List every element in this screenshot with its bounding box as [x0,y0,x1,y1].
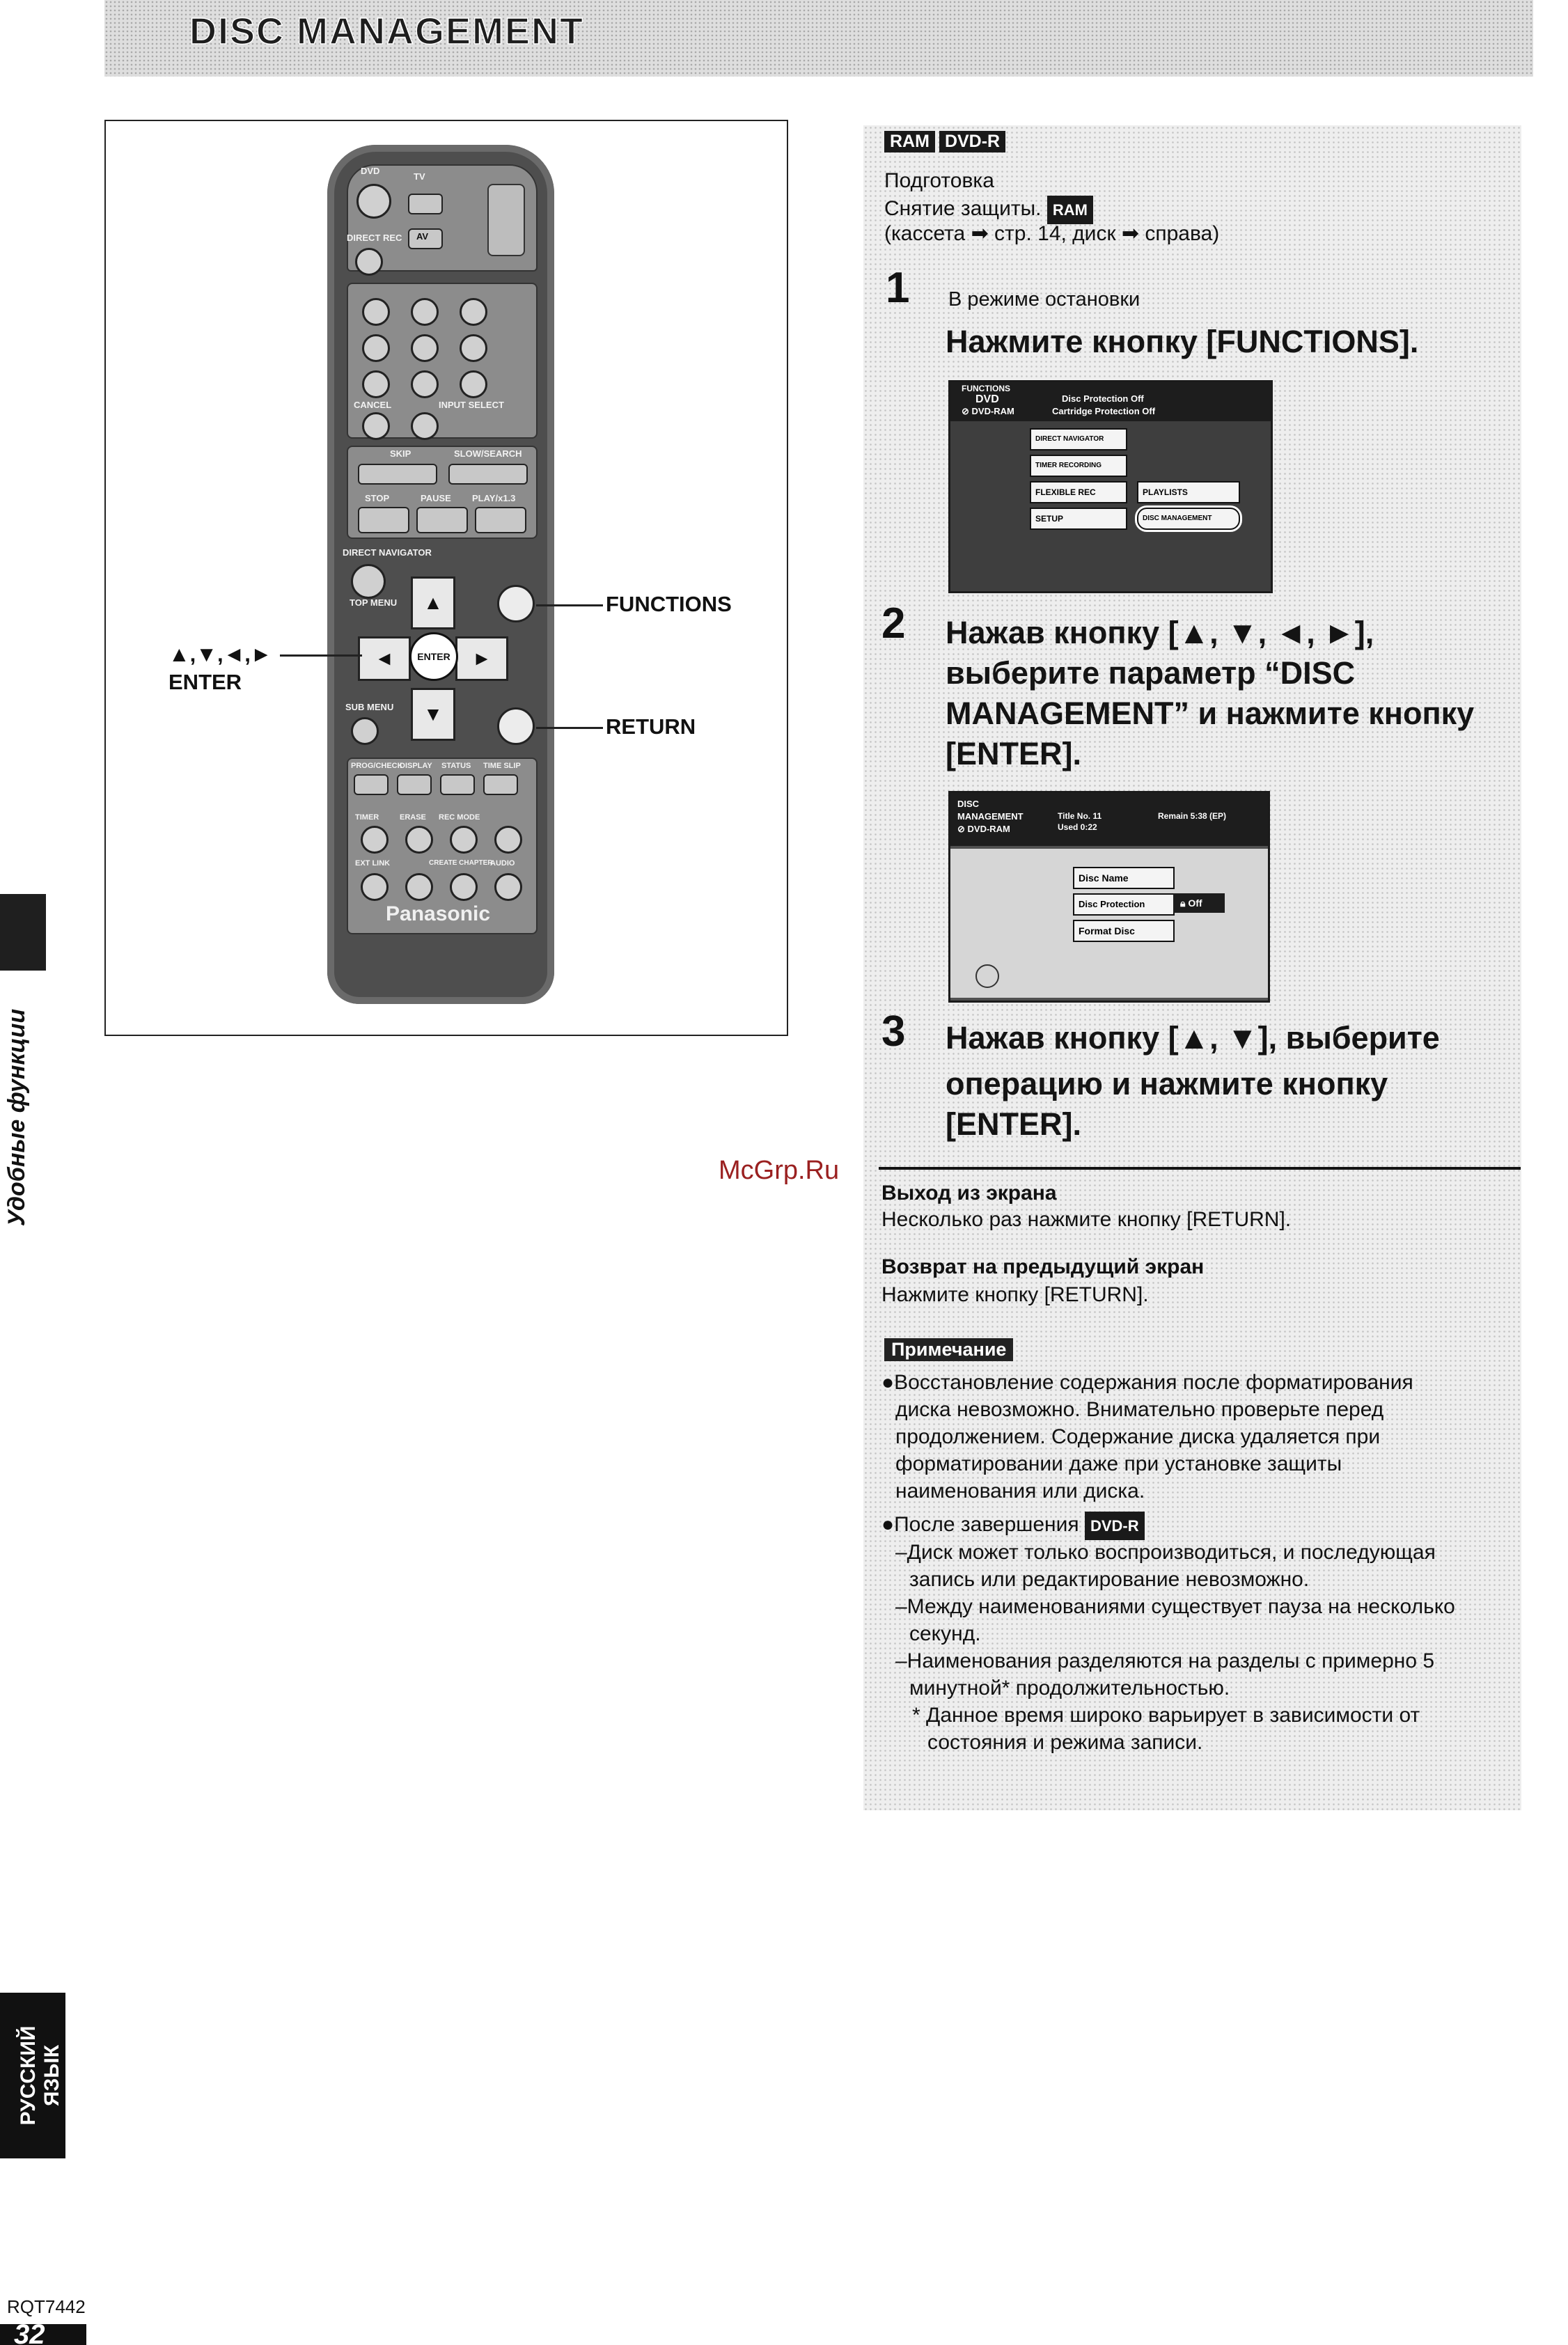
menu-item-timer-recording: TIMER RECORDING [1030,455,1127,477]
functions-key [497,585,535,622]
step-3-line-3: [ENTER]. [946,1106,1081,1142]
sub-menu-key [351,717,379,745]
step-2-heading [946,613,1474,774]
note-1-line-4: форматировании даже при установке защиты [895,1452,1342,1475]
screen2-title-number: Title No. 11 [1058,811,1102,821]
disc-management-screen [948,791,1270,1003]
remote-label-sub-menu: SUB MENU [345,702,394,712]
screen2-title-management: MANAGEMENT [957,811,1024,822]
note-1-line-3: продолжением. Содержание диска удаляется при [895,1425,1381,1448]
ext-link-key [361,873,389,901]
note-1-line-2: диска невозможно. Внимательно проверьте перед [895,1398,1384,1421]
lock-icon: 🔒︎ [1180,897,1189,909]
menu-item-playlists: PLAYLISTS [1137,481,1240,503]
remote-label-av: AV [416,231,429,242]
remote-key [408,194,443,214]
return-callout-line [536,727,603,729]
number-key-9 [460,370,487,398]
step-1-heading: Нажмите кнопку [FUNCTIONS]. [946,324,1419,359]
timer-key [361,826,389,854]
menu-item-disc-protection: Disc Protection [1073,893,1175,916]
number-key-3 [460,298,487,326]
screen1-title-dvd-ram: ⊘ DVD-RAM [962,406,1014,416]
screen1-title-dvd: DVD [975,393,999,405]
slow-search-key [448,464,528,485]
create-chapter-key [450,873,478,901]
rec-mode-key [450,826,478,854]
remote-label-audio: AUDIO [490,859,515,868]
screen1-status-disc: Disc Protection Off [1062,393,1144,404]
exit-screen-title: Выход из экрана [881,1182,1057,1205]
remote-label-cancel: CANCEL [354,400,392,410]
navigation-cursor-icon [975,964,999,988]
step-2-line-2: выберите параметр “DISC [946,655,1356,691]
remote-label-erase: ERASE [400,813,426,822]
erase-key [405,826,433,854]
page-number: 32 [0,2324,86,2345]
note-2c-line-1: –Наименования разделяются на разделы с примерно 5 [895,1649,1435,1672]
note-2d-line-2: состояния и режима записи. [927,1731,1203,1754]
model-code: RQT7442 [7,2296,86,2317]
screen2-title-dvd-ram: ⊘ DVD-RAM [957,824,1010,834]
right-arrow-icon: ► [455,636,508,681]
remote-label-play: PLAY/x1.3 [472,493,516,503]
screen2-used-time: Used 0:22 [1058,822,1097,832]
enter-key-label: ENTER [417,651,450,662]
step-3-line-2: операцию и нажмите кнопку [946,1066,1388,1101]
functions-menu-screen [948,380,1273,593]
preparation-text-1: Снятие защиты. [884,197,1042,220]
status-key [440,774,475,795]
step-3-heading [946,1018,1440,1145]
arrows-callout-label: ▲,▼,◄,► [168,642,272,666]
preparation-title: Подготовка [884,169,994,192]
menu-item-flexible-rec: FLEXIBLE REC [1030,481,1127,503]
note-badge: Примечание [884,1338,1013,1361]
number-key-6 [460,334,487,362]
menu-item-setup: SETUP [1030,508,1127,530]
menu-item-disc-management: DISC MANAGEMENT [1137,508,1240,530]
step-2-line-4: [ENTER]. [946,736,1081,771]
screen2-remaining-time: Remain 5:38 (EP) [1158,811,1227,821]
remote-label-direct-rec: DIRECT REC [347,233,402,243]
back-screen-text: Нажмите кнопку [RETURN]. [881,1283,1149,1306]
note-2-dvd-r-badge: DVD-R [1085,1512,1145,1540]
remote-label-skip: SKIP [390,448,411,459]
remote-label-status: STATUS [441,762,471,770]
number-key-1 [362,298,390,326]
power-icon [356,184,391,219]
note-2b-line-1: –Между наименованиями существует пауза на несколько [895,1595,1455,1618]
number-key-0 [411,412,439,440]
remote-label-timer: TIMER [355,813,379,822]
page-title: DISC MANAGEMENT [189,10,584,52]
exit-screen-text: Несколько раз нажмите кнопку [RETURN]. [881,1208,1292,1231]
disc-protection-value [1173,893,1225,913]
remote-label-direct-navigator: DIRECT NAVIGATOR [343,547,432,558]
screen1-status-cartridge: Cartridge Protection Off [1052,406,1156,416]
number-key-8 [411,370,439,398]
remote-brand-logo: Panasonic [386,902,491,925]
up-arrow-icon: ▲ [411,577,455,629]
ram-badge: RAM [884,131,935,152]
enter-key [409,632,458,681]
remote-label-ext-link: EXT LINK [355,859,391,868]
arrows-callout-line [280,654,362,657]
functions-callout-line [536,604,603,606]
remote-label-prog-check: PROG/CHECK [351,762,403,770]
prog-check-key [354,774,389,795]
note-2c-line-2: минутной* продолжительностью. [909,1677,1230,1700]
menu-item-disc-name: Disc Name [1073,867,1175,889]
remote-key [405,873,433,901]
note-2-subitems [895,1539,1455,1756]
screen2-title-disc: DISC [957,799,980,809]
section-divider [879,1167,1521,1170]
step-1-precondition: В режиме остановки [948,288,1140,311]
step-2-number: 2 [881,599,906,648]
rec-key [494,826,522,854]
remote-label-rec-mode: REC MODE [439,813,480,822]
step-1-number: 1 [886,264,910,312]
dvd-r-badge: DVD-R [939,131,1005,152]
number-key-2 [411,298,439,326]
record-icon [355,248,383,276]
disc-type-badges [884,131,1010,152]
cancel-key [362,412,390,440]
step-2-line-1: Нажав кнопку [▲, ▼, ◄, ►], [946,615,1374,650]
watermark: McGrp.Ru [719,1156,840,1185]
return-key [497,707,535,745]
menu-item-direct-navigator: DIRECT NAVIGATOR [1030,428,1127,450]
number-key-5 [411,334,439,362]
down-arrow-icon: ▼ [411,688,455,741]
left-arrow-icon: ◄ [358,636,411,681]
return-callout-label: RETURN [606,714,696,739]
pause-icon [416,507,468,533]
audio-key [494,873,522,901]
note-2a-line-2: запись или редактирование невозможно. [909,1568,1310,1591]
section-tab-marker [0,894,46,971]
note-2d-line-1: * Данное время широко варьирует в зависимости от [912,1704,1420,1727]
number-key-4 [362,334,390,362]
disc-protection-off-label: Off [1188,897,1202,909]
note-2b-line-2: секунд. [909,1622,981,1645]
section-side-label: Удобные функции [3,1008,30,1227]
step-3-number: 3 [881,1007,906,1056]
enter-callout-label: ENTER [168,670,242,694]
remote-label-display: DISPLAY [400,762,432,770]
note-1-line-5: наименования или диска. [895,1480,1145,1503]
remote-label-top-menu: TOP MENU [350,597,398,608]
note-item-2 [881,1511,1149,1540]
step-3-line-1: Нажав кнопку [▲, ▼], выберите [946,1020,1440,1056]
preparation-line-2: (кассета ➡ стр. 14, диск ➡ справа) [884,222,1220,245]
functions-callout-label: FUNCTIONS [606,592,732,616]
note-2a-line-1: –Диск может только воспроизводиться, и последующая [895,1541,1436,1564]
note-1-line-1: ●Восстановление содержания после форматирования [881,1371,1413,1394]
remote-label-pause: PAUSE [421,493,451,503]
preparation-ram-badge: RAM [1047,196,1093,224]
play-icon [475,507,526,533]
display-key [397,774,432,795]
remote-control-illustration [327,145,554,1004]
remote-label-tv: TV [414,171,425,182]
back-screen-title: Возврат на предыдущий экран [881,1255,1205,1278]
menu-item-format-disc: Format Disc [1073,920,1175,942]
remote-label-create-chapter: CREATE CHAPTER [429,859,493,867]
note-label [884,1338,1013,1361]
volume-rocker [487,184,525,256]
remote-label-input-select: INPUT SELECT [439,400,504,410]
remote-label-dvd: DVD [361,166,380,176]
skip-key [358,464,437,485]
step-2-line-3: MANAGEMENT” и нажмите кнопку [946,696,1475,731]
number-key-7 [362,370,390,398]
stop-icon [358,507,409,533]
remote-label-time-slip: TIME SLIP [483,762,521,770]
remote-label-stop: STOP [365,493,390,503]
note-2-prefix: ●После завершения [881,1513,1079,1536]
note-item-1 [881,1369,1413,1505]
direct-navigator-key [351,564,386,599]
remote-label-slow-search: SLOW/SEARCH [454,448,522,459]
language-tab-label: РУССКИЙ ЯЗЫК [17,2025,63,2126]
time-slip-key [483,774,518,795]
screen1-title-functions: FUNCTIONS [962,384,1010,393]
